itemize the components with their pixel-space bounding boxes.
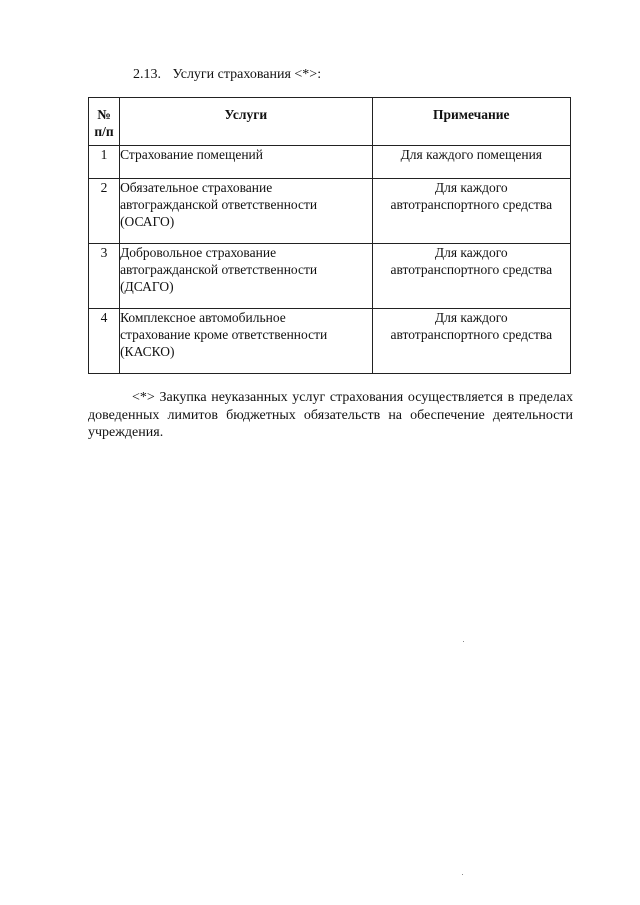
insurance-services-table [88,97,571,374]
row-note [372,179,570,244]
table-header-row [89,98,571,146]
row-note [372,146,570,179]
row-service [120,146,373,179]
header-service: Услуги [120,98,373,146]
row-service [120,179,373,244]
note-line: автотранспортного средства [390,327,553,342]
scan-speck [462,874,463,875]
header-number [89,98,120,146]
section-number: 2.13. [133,67,161,82]
row-note [372,244,570,309]
table-row [89,179,571,244]
service-line: Обязательное страхование [120,180,273,195]
note-line: Для каждого [434,180,508,195]
table-row [89,309,571,374]
row-service [120,309,373,374]
row-note [372,309,570,374]
table-row [89,244,571,309]
service-line: автогражданской ответственности [120,262,318,277]
header-note: Примечание [372,98,570,146]
scan-speck [463,641,464,642]
row-number: 4 [89,309,120,374]
header-number-line: № [97,107,111,122]
service-line: страхование кроме ответственности [120,327,328,342]
service-line: (ОСАГО) [120,214,175,229]
note-line: автотранспортного средства [390,197,553,212]
footnote: <*> Закупка неуказанных услуг страхования осуществляется в пределах доведенных лимитов бюджетных обязательств на обеспечение деятельности учреждения. [88,390,573,440]
service-line: (ДСАГО) [120,279,174,294]
service-line: автогражданской ответственности [120,197,318,212]
row-service [120,244,373,309]
note-line: Для каждого [434,310,508,325]
service-line: Добровольное страхование [120,245,277,260]
table-row [89,146,571,179]
row-number: 2 [89,179,120,244]
section-title: Услуги страхования <*>: [172,67,322,82]
section-heading [133,66,321,83]
row-number: 3 [89,244,120,309]
header-number-line: п/п [94,124,114,139]
note-line: Для каждого [434,245,508,260]
service-line: (КАСКО) [120,344,175,359]
note-line: автотранспортного средства [390,262,553,277]
note-line: Для каждого помещения [400,147,543,162]
service-line: Комплексное автомобильное [120,310,286,325]
service-line: Страхование помещений [120,147,263,162]
row-number: 1 [89,146,120,179]
